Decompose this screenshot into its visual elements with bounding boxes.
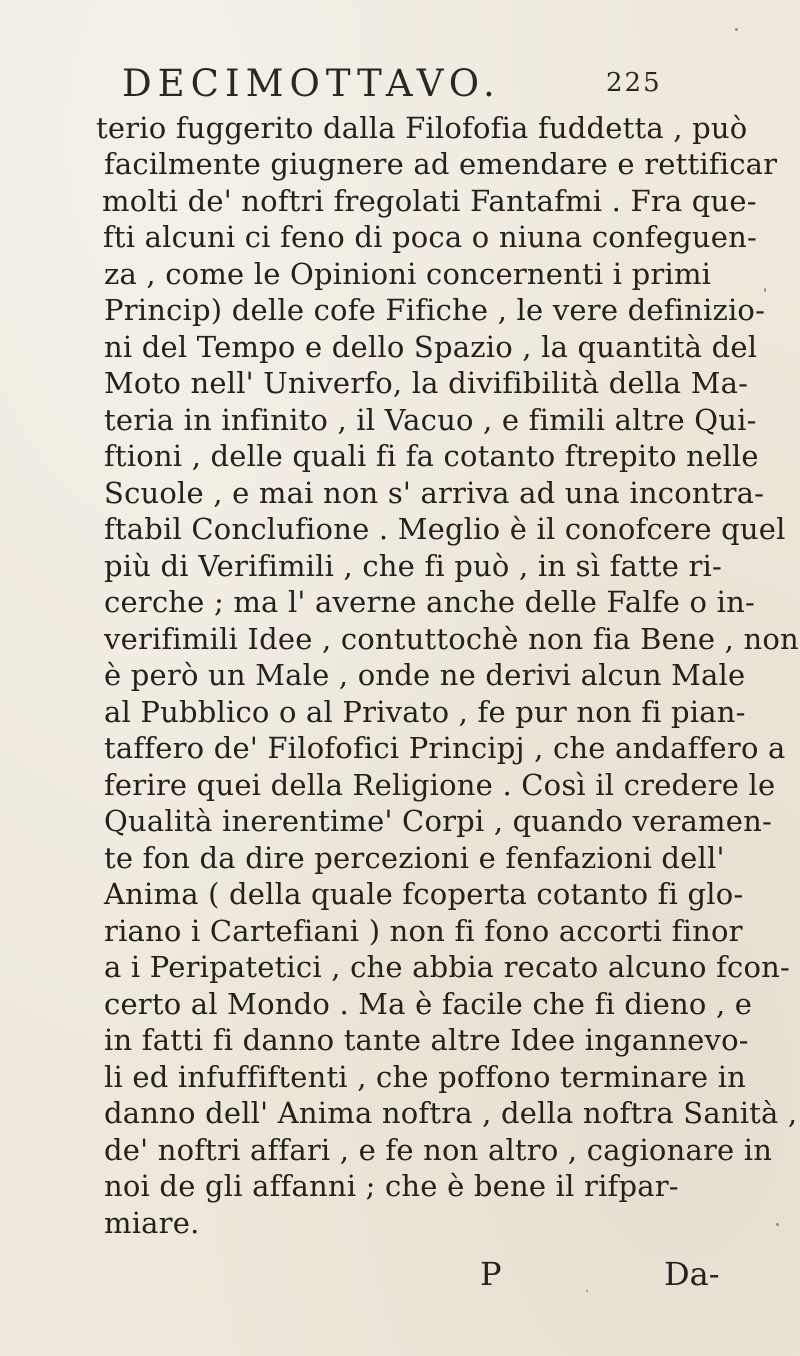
text-line: ftabil Conclufione . Meglio è il conofcere quel: [104, 512, 786, 546]
catchword: Da-: [664, 1255, 720, 1293]
text-line: in fatti fi danno tante altre Idee ingannevo-: [104, 1023, 749, 1057]
text-line: danno dell' Anima noftra , della noftra Sanità ,: [104, 1096, 798, 1130]
signature-mark: P: [480, 1255, 502, 1293]
text-line: noi de gli affanni ; che è bene il rifpar-: [104, 1169, 679, 1203]
ink-speck: [776, 1223, 779, 1226]
text-line: facilmente giugnere ad emendare e rettificar: [104, 147, 778, 181]
page-header: [0, 62, 800, 112]
text-line: a i Peripatetici , che abbia recato alcuno fcon-: [104, 950, 791, 984]
text-line: Moto nell' Univerfo, la divifibilità della Ma-: [104, 366, 749, 400]
text-line: te fon da dire percezioni e fenfazioni dell': [104, 841, 725, 875]
text-line: ni del Tempo e dello Spazio , la quantità del: [104, 330, 758, 364]
text-line: de' noftri affari , e fe non altro , cagionare in: [104, 1133, 773, 1167]
text-line: Qualità inerentime' Corpi , quando veramen-: [104, 804, 772, 838]
text-line: più di Verifimili , che fi può , in sì fatte ri-: [104, 549, 723, 583]
text-line: certo al Mondo . Ma è facile che fi dieno , e: [104, 987, 753, 1021]
text-line: ftioni , delle quali fi fa cotanto ftrepito nelle: [104, 439, 759, 473]
text-line: al Pubblico o al Privato , fe pur non fi pian-: [104, 695, 746, 729]
text-line: li ed infuffiftenti , che poffono terminare in: [104, 1060, 747, 1094]
text-line: verifimili Idee , contuttochè non fia Bene , non: [104, 622, 799, 656]
text-line: molti de' noftri fregolati Fantafmi . Fra que-: [102, 184, 757, 218]
text-line: Anima ( della quale fcoperta cotanto fi glo-: [104, 877, 744, 911]
text-line: Scuole , e mai non s' arriva ad una incontra-: [104, 476, 765, 510]
text-line: taffero de' Filofofici Principj , che andaffero a: [104, 731, 786, 765]
ink-speck: [586, 1290, 588, 1292]
running-head: DECIMOTTAVO.: [122, 62, 501, 105]
text-line: terio fuggerito dalla Filofofia fuddetta , può: [96, 111, 748, 145]
text-line: miare.: [104, 1206, 200, 1240]
text-line: cerche ; ma l' averne anche delle Falfe o in-: [104, 585, 755, 619]
text-line: è però un Male , onde ne derivi alcun Male: [104, 658, 746, 692]
text-line: za , come le Opinioni concernenti i primi: [104, 257, 712, 291]
text-line: fti alcuni ci feno di poca o niuna confeguen-: [103, 220, 757, 254]
text-line: riano i Cartefiani ) non fi fono accorti finor: [104, 914, 743, 948]
text-line: Princip) delle cofe Fifiche , le vere definizio-: [104, 293, 766, 327]
text-line: ferire quei della Religione . Così il credere le: [104, 768, 776, 802]
ink-speck: [735, 28, 738, 31]
text-line: teria in infinito , il Vacuo , e fimili altre Qui-: [104, 403, 757, 437]
page-number: 225: [606, 68, 662, 98]
